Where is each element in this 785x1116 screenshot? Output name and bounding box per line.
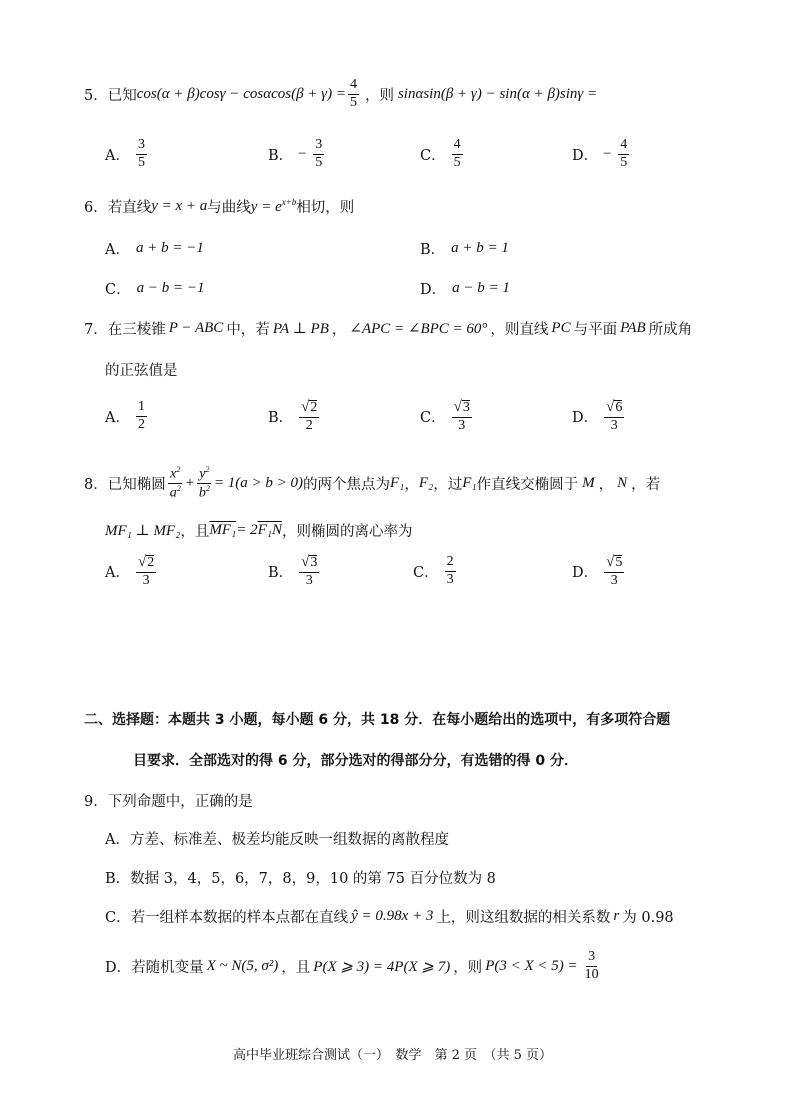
q9-option-d[interactable]: D．若随机变量 X ~ N(5, σ²) ，且 P(X ⩾ 3) = 4P(X ⩾ 7) ，则 P(3 < X < 5) = $\frac{3}{10}$ [105, 949, 599, 982]
q5-option-c[interactable]: C． $\frac{4}{5}$ [420, 137, 461, 170]
q6-option-c[interactable]: C． a − b = −1 [105, 280, 205, 298]
q7-option-a[interactable]: A． $\frac{1}{2}$ [105, 399, 145, 432]
q7-option-c[interactable]: C． $\frac{√3}{3}$ [420, 399, 470, 433]
q6-line-eq: y = x + a [151, 198, 208, 214]
q7-option-b[interactable]: B． $\frac{√2}{2}$ [268, 399, 318, 433]
q6-mid1: 与曲线 [207, 200, 251, 216]
page-footer: 高中毕业班综合测试（一） 数学 第 2 页 （共 5 页） [232, 1048, 553, 1063]
q9-option-a[interactable]: A．方差、标准差、极差均能反映一组数据的离散程度 [105, 832, 449, 848]
q6-stem [84, 196, 354, 217]
q5-option-a[interactable]: A． $\frac{3}{5}$ [105, 137, 145, 170]
section2-heading-line1: 二、选择题：本题共 3 小题，每小题 6 分，共 18 分．在每小题给出的选项中，有多项符合题 [84, 712, 671, 728]
q9-option-c[interactable]: C．若一组样本数据的样本点都在直线 ŷ = 0.98x + 3 上，则这组数据的相关系数 r 为 0.98 [105, 908, 674, 926]
q5-stem [84, 78, 597, 110]
q7-option-d[interactable]: D． $\frac{√6}{3}$ [572, 399, 623, 433]
q6-option-b[interactable]: B． a + b = 1 [420, 240, 509, 258]
q6-prefix: 6．若直线 [84, 200, 152, 216]
q8-frac-y: $\frac{y^2}{b^2}$ [198, 465, 210, 501]
q8-option-c[interactable]: C． $\frac{2}{3}$ [413, 554, 454, 587]
q6-option-d[interactable]: D． a − b = 1 [420, 280, 510, 298]
section2-heading-line2: 目要求．全部选对的得 6 分，部分选对的得部分分，有选错的得 0 分． [133, 753, 578, 769]
q5-expr-left: cos(α + β)cosγ − cosαcos(β + γ) = [136, 85, 346, 102]
q8-option-a[interactable]: A． $\frac{√2}{3}$ [105, 554, 155, 588]
q6-curve-eq: $y = e^{x+b}$ [250, 197, 297, 215]
q5-fraction: $\frac{4}{5}$ [349, 77, 357, 110]
q5-prefix: 5．已知 [84, 87, 137, 104]
q8-stem: 8．已知椭圆 $\frac{x^2}{a^2}$ + $\frac{y^2}{b^2}$ = 1(a > b > 0) 的两个焦点为 F₁ ， F₂ ，过 F₁ 作直线交椭圆于 M ， N ，若 [84, 465, 661, 501]
q8-option-b[interactable]: B． $\frac{√3}{3}$ [268, 554, 318, 588]
q9-stem: 9．下列命题中，正确的是 [84, 794, 253, 810]
q5-mid: ，则 [364, 87, 394, 104]
q6-option-a[interactable]: A． a + b = −1 [105, 240, 204, 258]
q5-expr-right: sinαsin(β + γ) − sin(α + β)sinγ = [397, 85, 598, 102]
q8-option-d[interactable]: D． $\frac{√5}{3}$ [572, 554, 623, 588]
q8-frac-x: $\frac{x^2}{a^2}$ [169, 465, 181, 501]
q5-option-d[interactable]: D． − $\frac{4}{5}$ [572, 137, 628, 170]
q7-stem: 7．在三棱锥 P − ABC 中，若 PA ⊥ PB ， ∠APC = ∠BPC = 60° ，则直线 PC 与平面 PAB 所成角 [84, 320, 693, 338]
q5-option-b[interactable]: B． − $\frac{3}{5}$ [268, 137, 323, 170]
q9-option-b[interactable]: B．数据 3，4，5，6，7，8，9，10 的第 75 百分位数为 8 [105, 871, 496, 887]
q8-stem-line2: MF₁ ⊥ MF₂ ，且 MF₁ = 2 F₁N ，则椭圆的离心率为 [105, 522, 413, 540]
q7-stem-line2: 的正弦值是 [105, 363, 178, 379]
q6-mid2: 相切，则 [296, 200, 355, 216]
